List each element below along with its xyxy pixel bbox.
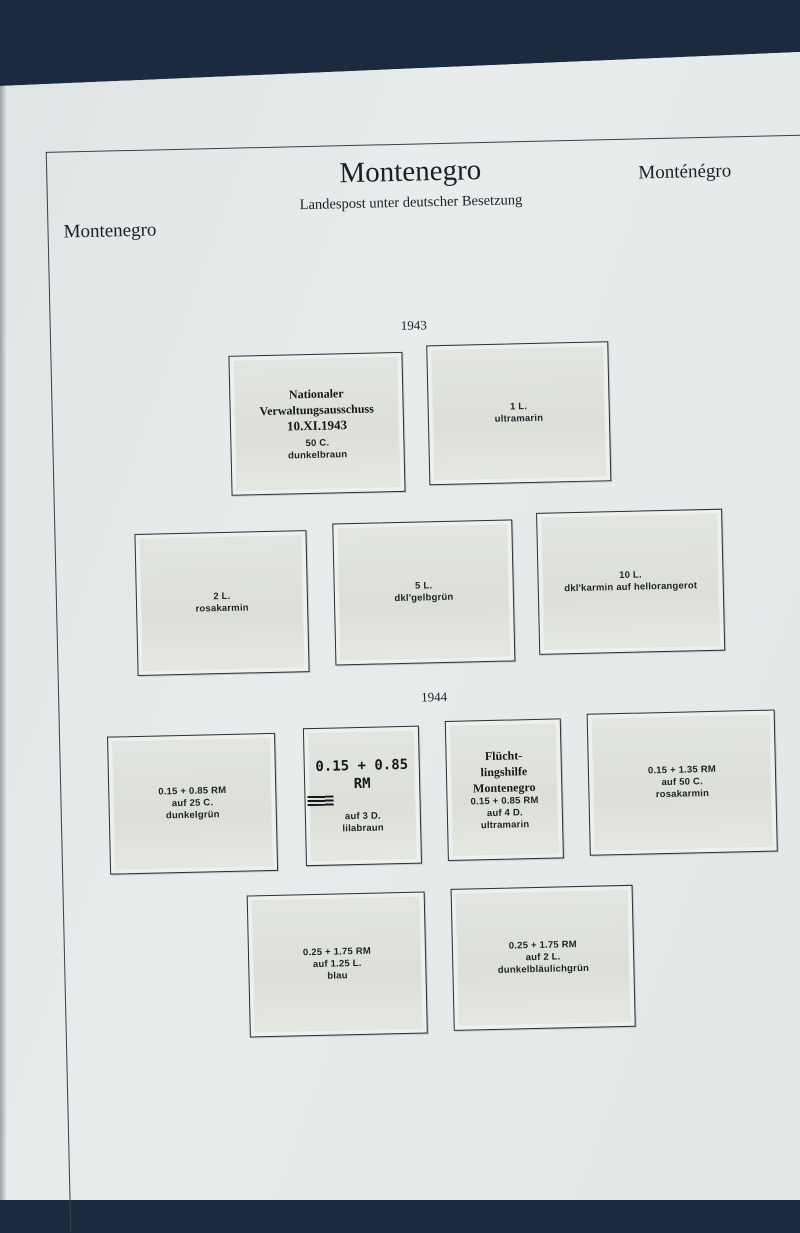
stamp-value: 0.15 + 0.85 RM [158, 784, 227, 798]
stamp-color: dkl'gelbgrün [394, 591, 454, 605]
overprint-line: Flücht- [484, 748, 523, 764]
page-title: Montenegro [339, 154, 482, 190]
stamp-mount [134, 530, 309, 676]
stamp-color: blau [327, 970, 348, 982]
country-label-right: Monténégro [638, 160, 732, 184]
stamp-mount [303, 726, 422, 867]
stamp-color: lilabraun [342, 822, 384, 835]
page-subtitle: Landespost unter deutscher Besetzung [299, 192, 523, 214]
stamp-mount [451, 885, 636, 1031]
stamp-mount [247, 892, 428, 1038]
stamp-value: 0.15 + 1.35 RM [647, 763, 717, 777]
stamp-mount [426, 341, 611, 485]
overprint-line: 0.15 + 0.85 RM [315, 756, 409, 793]
stamp-value: 2 L. [213, 590, 231, 603]
stamp-mount [332, 519, 515, 665]
stamp-color: rosakarmin [195, 602, 249, 615]
stamp-base-value: auf 2 L. [525, 951, 561, 964]
stamp-value: 10 L. [619, 569, 642, 582]
stamp-value: 0.25 + 1.75 RM [302, 945, 372, 959]
stamp-mount [445, 718, 564, 861]
stamp-color: ultramarin [480, 819, 530, 832]
stamp-mount [107, 733, 278, 875]
overprint-line: Montenegro [472, 779, 536, 796]
year-heading-1943: 1943 [400, 317, 427, 333]
overprint-line: lingshilfe [480, 764, 528, 780]
stamp-base-value: auf 4 D. [486, 807, 523, 820]
year-heading-1944: 1944 [421, 688, 448, 705]
stamp-color: dunkelbraun [287, 449, 348, 462]
stamp-mount [228, 352, 405, 496]
stamp-base-value: auf 50 C. [661, 776, 704, 789]
country-label-left: Montenegro [63, 219, 157, 243]
frame-line-left [46, 152, 72, 1232]
stamp-color: dkl'karmin auf hellorangerot [564, 580, 698, 595]
overprint-line: Verwaltungsausschuss [259, 401, 374, 419]
stamp-mount [587, 710, 778, 856]
overprint-bars [307, 796, 333, 807]
stamp-color: dunkelbläulichgrün [497, 962, 590, 976]
stamp-base-value: auf 3 D. [344, 810, 381, 823]
stamp-color: ultramarin [494, 412, 544, 425]
stamp-mount [536, 509, 725, 655]
stamp-color: rosakarmin [655, 788, 710, 801]
stamp-value: 0.15 + 0.85 RM [470, 794, 539, 808]
stamp-base-value: auf 1.25 L. [312, 957, 362, 971]
stamp-value: 50 C. [305, 437, 330, 450]
stamp-value: 1 L. [509, 401, 528, 413]
overprint-line: 10.XI.1943 [286, 417, 348, 434]
frame-line-top [46, 135, 800, 153]
stamp-value: 5 L. [414, 580, 433, 592]
stamp-base-value: auf 25 C. [171, 797, 214, 810]
stamp-color: dunkelgrün [165, 809, 220, 822]
stamp-value: 0.25 + 1.75 RM [508, 939, 578, 952]
overprint-line: Nationaler [288, 386, 344, 402]
